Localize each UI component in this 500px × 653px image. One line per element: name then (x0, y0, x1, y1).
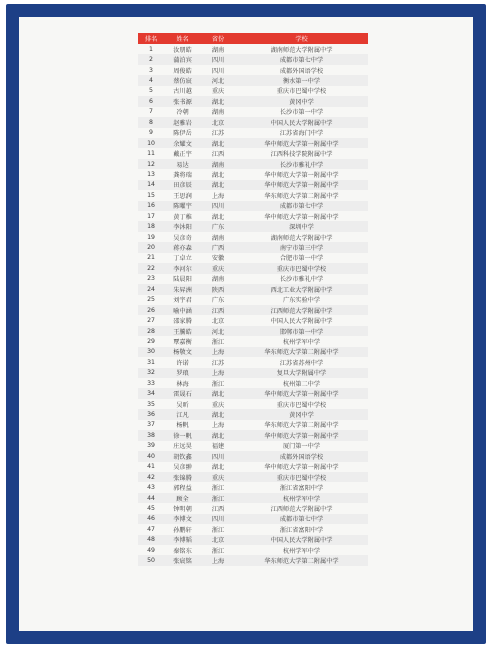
cell-name: 张书源 (164, 96, 201, 106)
table-row (138, 221, 368, 231)
cell-school: 江苏省苏州中学 (279, 359, 324, 367)
cell-province: 北京 (201, 535, 235, 545)
cell-rank: 46 (138, 514, 164, 524)
cell-name: 黄丁稚 (173, 213, 192, 221)
cell-province: 江苏 (211, 130, 225, 138)
cell-rank: 27 (147, 317, 155, 325)
cell-school: 复旦大学附属中学 (235, 368, 368, 378)
cell-rank: 34 (138, 388, 164, 398)
table-row (138, 357, 368, 367)
photo-frame (6, 4, 486, 644)
cell-rank: 15 (147, 191, 155, 199)
cell-name: 罗琅 (164, 368, 201, 378)
cell-rank: 38 (138, 430, 164, 440)
table-row (138, 451, 368, 461)
cell-school: 合肥市第一中学 (279, 255, 324, 263)
cell-name: 林海 (176, 380, 189, 388)
cell-name: 汝朋皓 (173, 46, 192, 54)
header-name: 姓名 (164, 33, 201, 44)
cell-province: 上海 (201, 555, 235, 565)
cell-rank: 11 (147, 150, 155, 158)
table-row (138, 368, 368, 378)
cell-province: 浙江 (211, 526, 225, 534)
cell-name: 杨敬文 (164, 347, 201, 357)
document-page (19, 17, 473, 631)
cell-rank: 45 (147, 504, 155, 512)
table-row (138, 295, 368, 305)
table-row (138, 148, 368, 158)
cell-school: 华中师范大学第一附属中学 (264, 464, 339, 472)
cell-province: 湖南 (211, 46, 225, 54)
cell-name: 江凡 (164, 409, 201, 419)
header-rank: 排名 (138, 33, 164, 44)
cell-school: 华东师范大学第二附属中学 (264, 192, 339, 200)
table-row (138, 159, 368, 169)
cell-name: 陈曜宇 (164, 201, 201, 211)
cell-school: 黄冈中学 (235, 96, 368, 106)
cell-province: 河北 (201, 75, 235, 85)
table-row (138, 524, 368, 534)
cell-school: 华东师范大学第二附属中学 (264, 422, 339, 430)
cell-province: 四川 (211, 67, 225, 75)
cell-name: 周俊皓 (173, 67, 192, 75)
cell-school: 华中师范大学第一附属中学 (235, 430, 368, 440)
cell-name: 许诺 (176, 359, 189, 367)
cell-province: 江西 (201, 305, 235, 315)
cell-name: 郭程益 (173, 485, 192, 493)
cell-name: 胡钦鑫 (164, 451, 201, 461)
cell-rank: 7 (149, 108, 153, 116)
cell-rank: 10 (138, 138, 164, 148)
cell-province: 江西 (211, 505, 225, 513)
table-row (138, 493, 368, 503)
cell-school: 深圳中学 (235, 221, 368, 231)
table-row (138, 117, 368, 127)
cell-name: 蒲泊宾 (164, 54, 201, 64)
cell-name: 杨帆 (176, 422, 189, 430)
cell-province: 湖北 (211, 464, 225, 472)
cell-province: 湖南 (211, 234, 225, 242)
table-row (138, 190, 368, 200)
cell-name: 李博文 (164, 514, 201, 524)
table-body (138, 44, 368, 566)
cell-province: 上海 (201, 368, 235, 378)
cell-school: 浙江省富阳中学 (279, 526, 324, 534)
table-row (138, 284, 368, 294)
cell-name: 庄远昊 (173, 443, 192, 451)
table-row (138, 305, 368, 315)
cell-province: 江西 (211, 151, 225, 159)
table-row (138, 462, 368, 472)
cell-school: 长沙市雅礼中学 (279, 276, 324, 284)
table-row (138, 347, 368, 357)
cell-rank: 3 (149, 66, 153, 74)
cell-name: 李沐阳 (164, 221, 201, 231)
cell-school: 江苏省海门中学 (279, 130, 324, 138)
cell-name: 顾全 (164, 493, 201, 503)
cell-name: 王騰皓 (164, 326, 201, 336)
table-row (138, 232, 368, 242)
cell-school: 华东师范大学第二附属中学 (235, 347, 368, 357)
cell-province: 广东 (201, 221, 235, 231)
cell-name: 龚将瑞 (173, 171, 192, 179)
cell-name: 蔡仿宸 (164, 75, 201, 85)
cell-rank: 48 (138, 535, 164, 545)
cell-school: 厦门第一中学 (282, 443, 321, 451)
cell-school: 邯郸市第一中学 (235, 326, 368, 336)
table-row (138, 96, 368, 106)
table-row (138, 315, 368, 325)
cell-school: 湖南师范大学附属中学 (270, 46, 333, 54)
cell-province: 湖南 (201, 159, 235, 169)
cell-province: 重庆 (201, 472, 235, 482)
cell-province: 湖北 (201, 430, 235, 440)
cell-name: 吴彦翀 (173, 464, 192, 472)
cell-name: 张锦腾 (164, 472, 201, 482)
cell-rank: 33 (147, 379, 155, 387)
cell-rank: 8 (138, 117, 164, 127)
cell-school: 杭州学军中学 (235, 493, 368, 503)
cell-rank: 20 (138, 242, 164, 252)
cell-province: 上海 (211, 422, 225, 430)
cell-province: 广西 (201, 242, 235, 252)
cell-school: 西北工业大学附属中学 (235, 284, 368, 294)
cell-province: 湖北 (201, 138, 235, 148)
table-row (138, 211, 368, 221)
cell-school: 衡水第一中学 (235, 75, 368, 85)
cell-school: 华中师范大学第一附属中学 (235, 388, 368, 398)
cell-name: 陆晨阳 (173, 276, 192, 284)
cell-province: 江苏 (211, 359, 225, 367)
cell-province: 北京 (211, 318, 225, 326)
cell-rank: 16 (138, 201, 164, 211)
cell-school: 黄冈中学 (235, 409, 368, 419)
table-row (138, 326, 368, 336)
cell-rank: 1 (149, 45, 153, 53)
cell-name: 李河尔 (164, 263, 201, 273)
cell-name: 田彦辰 (164, 180, 201, 190)
table-row (138, 242, 368, 252)
cell-rank: 43 (147, 484, 155, 492)
cell-province: 湖南 (211, 109, 225, 117)
cell-rank: 22 (138, 263, 164, 273)
cell-school: 广东实验中学 (282, 297, 321, 305)
cell-province: 湖北 (201, 96, 235, 106)
header-school: 学校 (235, 33, 368, 44)
cell-school: 重庆市巴蜀中学校 (276, 88, 327, 96)
cell-rank: 40 (138, 451, 164, 461)
cell-rank: 50 (138, 555, 164, 565)
cell-name: 李博韬 (164, 535, 201, 545)
cell-rank: 42 (138, 472, 164, 482)
cell-province: 浙江 (211, 338, 225, 346)
cell-name: 冷朝 (176, 109, 189, 117)
table-row (138, 420, 368, 430)
table-row (138, 441, 368, 451)
cell-name: 吴昕 (176, 401, 189, 409)
cell-school: 杭州学军中学 (282, 547, 321, 555)
cell-school: 中国人民大学附属中学 (235, 535, 368, 545)
table-row (138, 555, 368, 565)
cell-province: 四川 (201, 451, 235, 461)
cell-school: 成都市第七中学 (235, 514, 368, 524)
cell-rank: 26 (138, 305, 164, 315)
cell-rank: 37 (147, 421, 155, 429)
header-province: 省份 (201, 33, 235, 44)
cell-province: 重庆 (211, 88, 225, 96)
cell-school: 中国人民大学附属中学 (235, 117, 368, 127)
cell-province: 湖北 (201, 388, 235, 398)
table-row (138, 399, 368, 409)
cell-rank: 25 (147, 296, 155, 304)
cell-name: 邵家腾 (173, 318, 192, 326)
cell-school: 华东师范大学第二附属中学 (235, 555, 368, 565)
cell-rank: 49 (147, 546, 155, 554)
table-row (138, 138, 368, 148)
cell-province: 湖北 (201, 409, 235, 419)
table-row (138, 514, 368, 524)
cell-school: 重庆市巴蜀中学校 (235, 472, 368, 482)
cell-rank: 2 (138, 54, 164, 64)
cell-name: 余耀文 (164, 138, 201, 148)
cell-rank: 36 (138, 409, 164, 419)
table-row (138, 336, 368, 346)
cell-school: 成都市第七中学 (235, 201, 368, 211)
table-row (138, 535, 368, 545)
cell-name: 喻中涵 (164, 305, 201, 315)
cell-province: 陕西 (201, 284, 235, 294)
table-row (138, 107, 368, 117)
cell-school: 浙江省富阳中学 (279, 485, 324, 493)
cell-name: 蒋亦森 (164, 242, 201, 252)
table-row (138, 482, 368, 492)
table-row (138, 263, 368, 273)
cell-school: 华中师范大学第一附属中学 (264, 213, 339, 221)
cell-rank: 19 (147, 233, 155, 241)
cell-province: 上海 (201, 347, 235, 357)
table-row (138, 253, 368, 263)
cell-province: 湖北 (211, 171, 225, 179)
cell-school: 江西科技学院附属中学 (270, 151, 333, 159)
table-row (138, 86, 368, 96)
cell-school: 中国人民大学附属中学 (270, 318, 333, 326)
cell-rank: 12 (138, 159, 164, 169)
cell-province: 浙江 (211, 380, 225, 388)
cell-rank: 21 (147, 254, 155, 262)
cell-school: 长沙市雅礼中学 (235, 159, 368, 169)
cell-rank: 24 (138, 284, 164, 294)
cell-name: 孙鹏轩 (173, 526, 192, 534)
cell-name: 丁卓立 (173, 255, 192, 263)
cell-province: 河北 (201, 326, 235, 336)
cell-rank: 14 (138, 180, 164, 190)
cell-province: 重庆 (211, 401, 225, 409)
table-header-row (138, 33, 368, 44)
cell-rank: 29 (147, 337, 155, 345)
table-row (138, 54, 368, 64)
cell-school: 湖南师范大学附属中学 (270, 234, 333, 242)
cell-rank: 4 (138, 75, 164, 85)
table-row (138, 75, 368, 85)
table-row (138, 472, 368, 482)
cell-school: 成都外国语学校 (235, 451, 368, 461)
cell-province: 四川 (201, 201, 235, 211)
table-row (138, 378, 368, 388)
cell-province: 福建 (211, 443, 225, 451)
cell-name: 张宸铭 (164, 555, 201, 565)
cell-name: 朱昇洲 (164, 284, 201, 294)
cell-province: 四川 (201, 54, 235, 64)
cell-school: 长沙市第一中学 (279, 109, 324, 117)
cell-name: 覃嘉衡 (173, 338, 192, 346)
table-row (138, 430, 368, 440)
cell-name: 刘宇君 (173, 297, 192, 305)
cell-rank: 17 (147, 212, 155, 220)
cell-school: 江西师范大学附属中学 (235, 305, 368, 315)
cell-rank: 13 (147, 170, 155, 178)
table-row (138, 409, 368, 419)
cell-name: 易达 (164, 159, 201, 169)
cell-name: 吴彦奇 (173, 234, 192, 242)
cell-province: 湖北 (201, 180, 235, 190)
cell-rank: 28 (138, 326, 164, 336)
cell-province: 重庆 (201, 263, 235, 273)
cell-province: 湖北 (211, 213, 225, 221)
cell-rank: 5 (149, 87, 153, 95)
cell-school: 成都外国语学校 (279, 67, 324, 75)
table-row (138, 503, 368, 513)
table-row (138, 201, 368, 211)
cell-name: 王思润 (173, 192, 192, 200)
table-row (138, 128, 368, 138)
cell-name: 古川越 (173, 88, 192, 96)
cell-school: 南宁市第三中学 (235, 242, 368, 252)
cell-school: 重庆市巴蜀中学校 (235, 263, 368, 273)
cell-rank: 47 (147, 525, 155, 533)
cell-rank: 44 (138, 493, 164, 503)
table-row (138, 180, 368, 190)
cell-rank: 23 (147, 275, 155, 283)
table-row (138, 44, 368, 54)
cell-school: 华中师范大学第一附属中学 (264, 171, 339, 179)
table-row (138, 274, 368, 284)
cell-rank: 30 (138, 347, 164, 357)
table-row (138, 65, 368, 75)
cell-name: 钟明朝 (173, 505, 192, 513)
cell-rank: 9 (149, 129, 153, 137)
cell-rank: 39 (147, 442, 155, 450)
cell-rank: 31 (147, 358, 155, 366)
cell-name: 陈伊岳 (173, 130, 192, 138)
cell-province: 四川 (201, 514, 235, 524)
cell-rank: 41 (147, 463, 155, 471)
table-row (138, 545, 368, 555)
cell-name: 徐一帆 (164, 430, 201, 440)
cell-province: 安徽 (211, 255, 225, 263)
cell-province: 广东 (211, 297, 225, 305)
cell-school: 江西师范大学附属中学 (270, 505, 333, 513)
cell-school: 杭州第二中学 (282, 380, 321, 388)
cell-school: 重庆市巴蜀中学校 (276, 401, 327, 409)
cell-province: 湖南 (211, 276, 225, 284)
cell-school: 华中师范大学第一附属中学 (235, 138, 368, 148)
cell-rank: 6 (138, 96, 164, 106)
cell-name: 赵雅岩 (164, 117, 201, 127)
cell-name: 秦铭东 (173, 547, 192, 555)
cell-school: 华中师范大学第一附属中学 (235, 180, 368, 190)
cell-province: 浙江 (211, 485, 225, 493)
ranking-table (138, 33, 368, 566)
cell-school: 杭州学军中学 (282, 338, 321, 346)
cell-province: 上海 (211, 192, 225, 200)
cell-province: 浙江 (211, 547, 225, 555)
cell-name: 戴正宇 (173, 151, 192, 159)
cell-rank: 32 (138, 368, 164, 378)
cell-province: 北京 (201, 117, 235, 127)
cell-rank: 35 (147, 400, 155, 408)
cell-province: 浙江 (201, 493, 235, 503)
table-row (138, 169, 368, 179)
cell-rank: 18 (138, 221, 164, 231)
table-row (138, 388, 368, 398)
cell-name: 雷晟石 (164, 388, 201, 398)
cell-school: 成都市第七中学 (235, 54, 368, 64)
